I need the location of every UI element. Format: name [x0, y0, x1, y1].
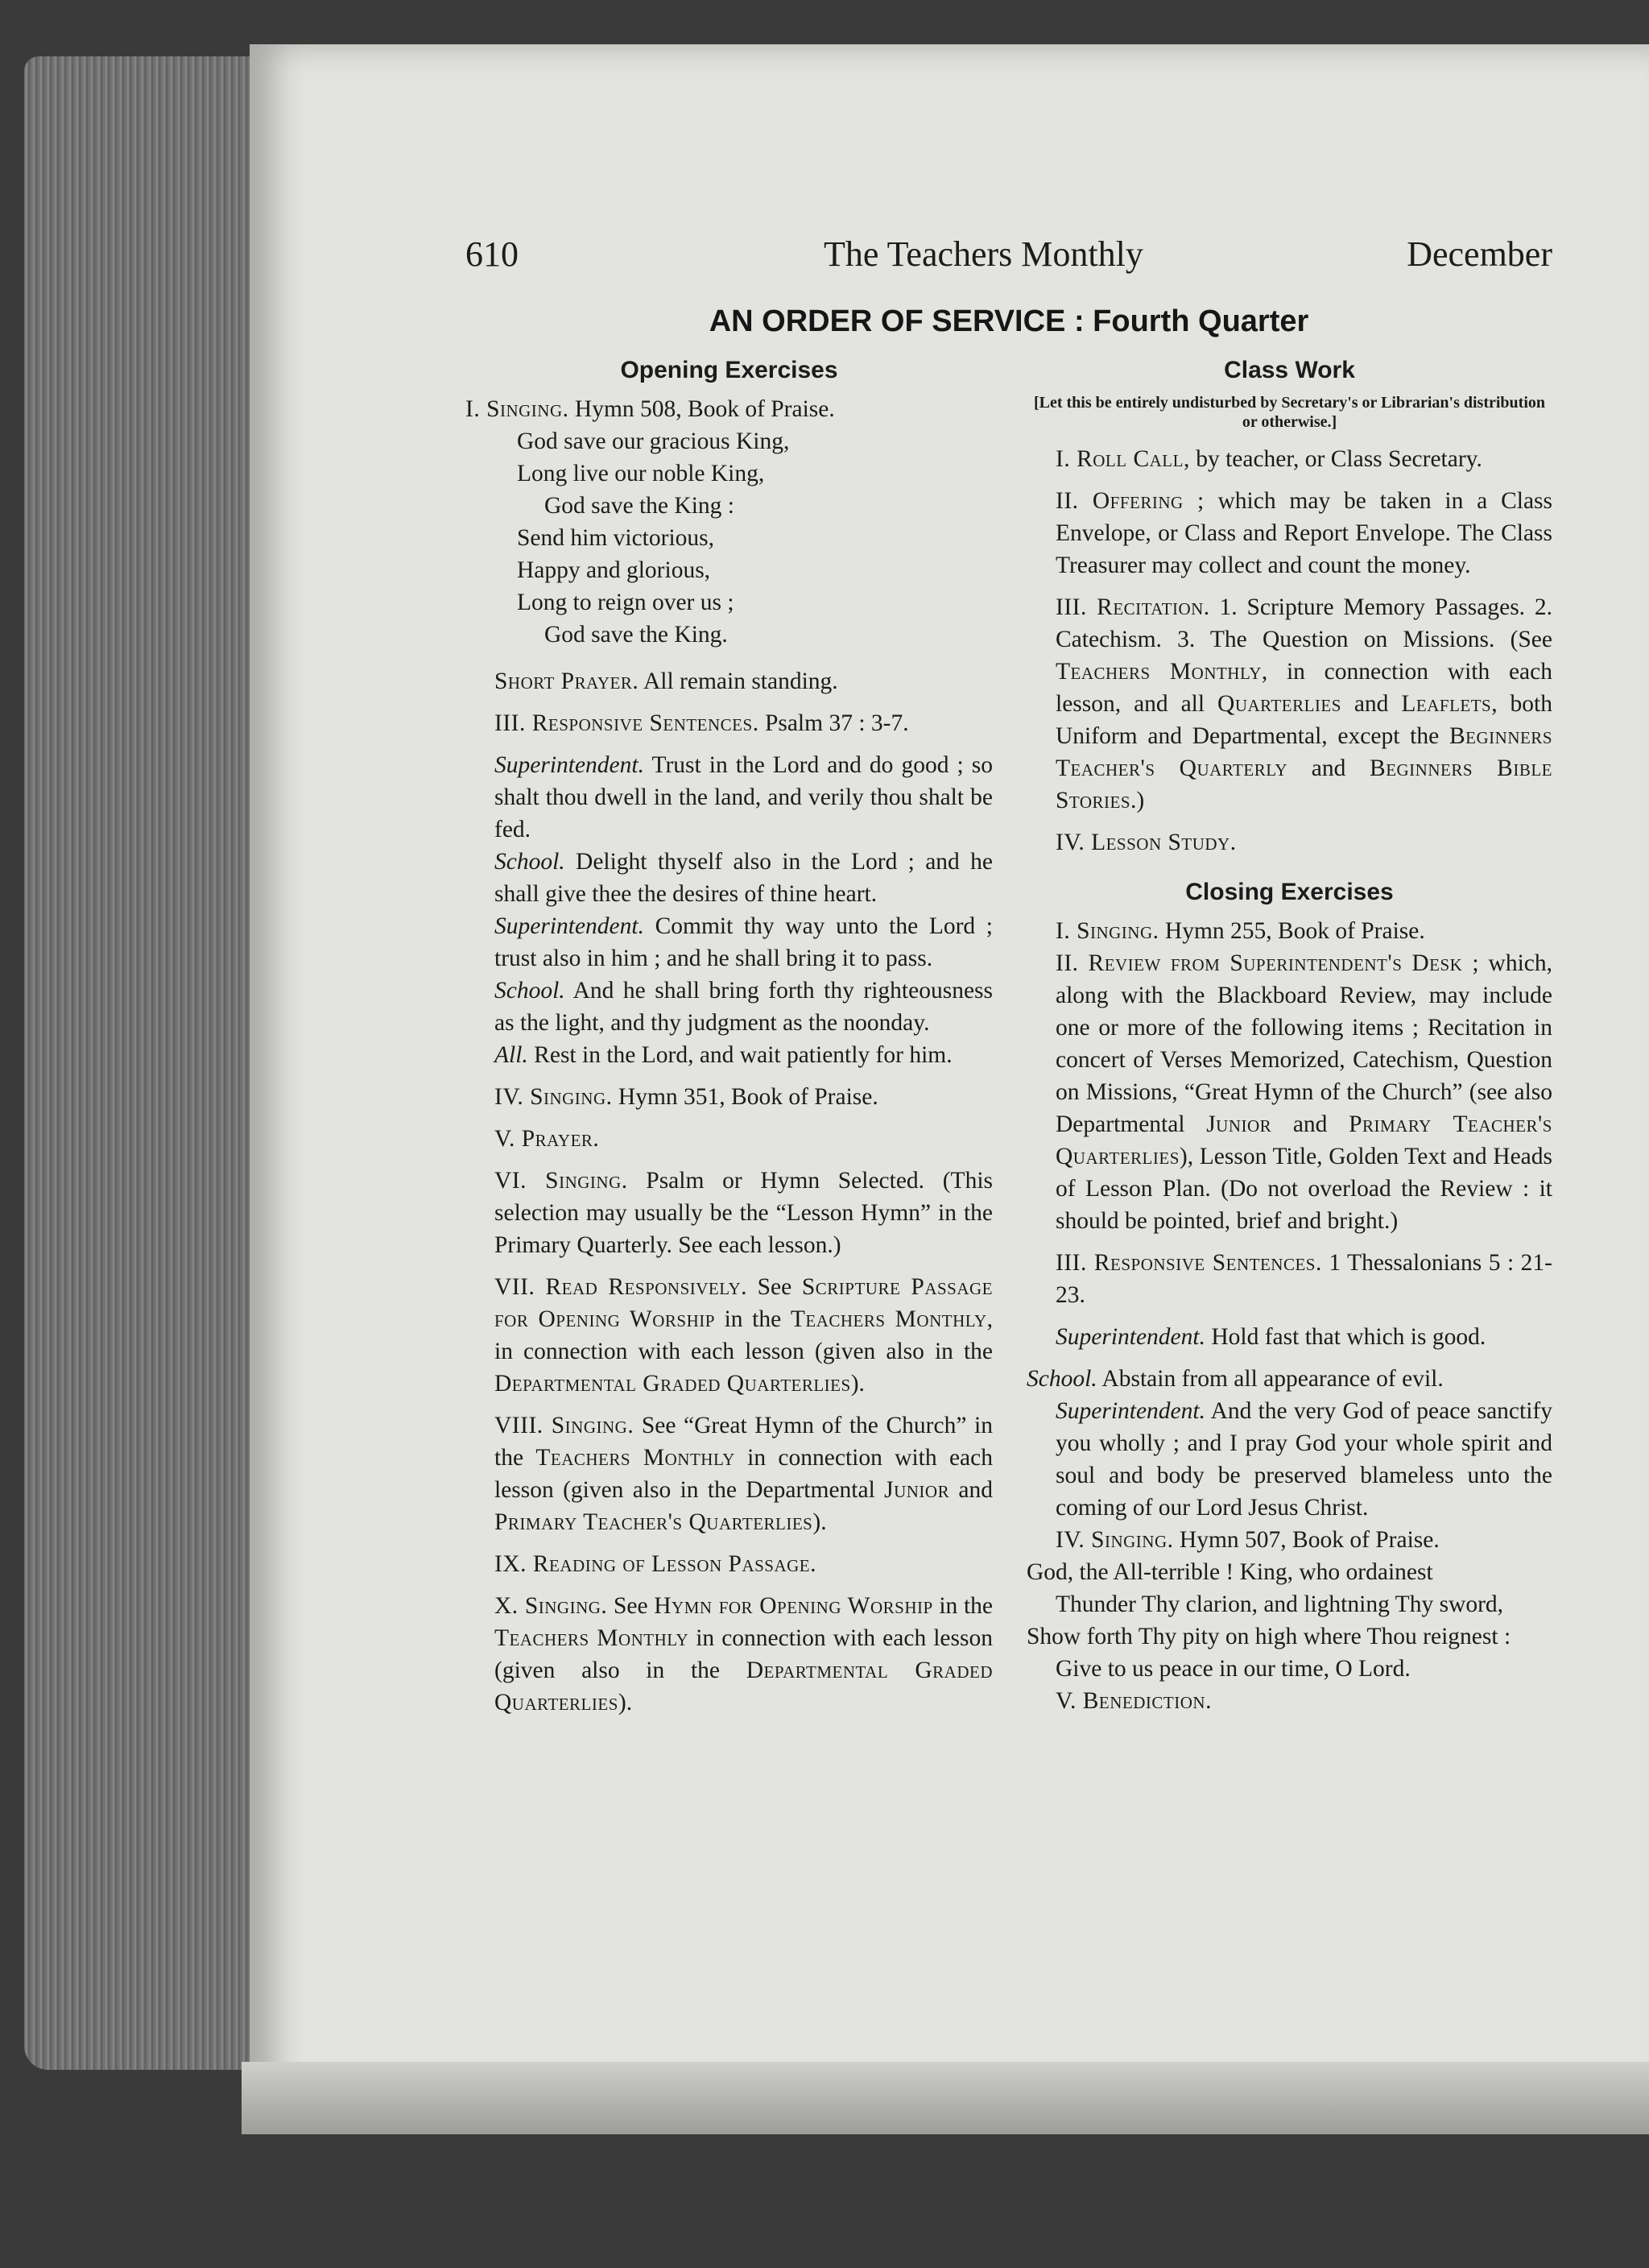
- class-item-1: I. Roll Call, by teacher, or Class Secretary.: [1056, 446, 1482, 472]
- hymn-line: God save our gracious King,: [517, 428, 790, 454]
- responsive-sentence: School. Abstain from all appearance of evil.: [1027, 1366, 1444, 1392]
- opening-item-2: Short Prayer. All remain standing.: [494, 668, 838, 694]
- class-item-4: IV. Lesson Study.: [1056, 830, 1237, 855]
- closing-item-5: V. Benediction.: [1056, 1688, 1212, 1714]
- responsive-sentence: Superintendent. Commit thy way unto the Lord ; trust also in him ; and he shall bring it to pass.: [494, 913, 993, 971]
- hymn-line: Thunder Thy clarion, and lightning Thy sword,: [1056, 1591, 1504, 1617]
- responsive-sentence: Superintendent. Hold fast that which is good.: [1056, 1324, 1486, 1350]
- opening-item-10: X. Singing. See Hymn for Opening Worship in the Teachers Monthly in connection with each lesson (given also in the Departmental Graded Quarterlies).: [494, 1593, 994, 1715]
- opening-item-3: III. Responsive Sentences. Psalm 37 : 3-7.: [494, 710, 909, 736]
- page-bottom-fold: [242, 2062, 1649, 2134]
- publication-title: The Teachers Monthly: [824, 234, 1143, 274]
- article-title: AN ORDER OF SERVICE : Fourth Quarter: [709, 304, 1309, 338]
- hymn-line: Long to reign over us ;: [517, 590, 734, 615]
- issue-month: December: [1407, 234, 1552, 274]
- opening-item-7: VII. Read Responsively. See Scripture Passage for Opening Worship in the Teachers Monthly, in connection with each lesson (given also in the Departmental Graded Quarterlies).: [494, 1274, 994, 1397]
- hymn-line: God, the All-terrible ! King, who ordainest: [1027, 1559, 1433, 1585]
- right-column: [1027, 354, 1552, 1727]
- page-number: 610: [465, 234, 519, 274]
- hymn-line: Send him victorious,: [517, 525, 715, 551]
- opening-item-1: I. Singing. Hymn 508, Book of Praise.: [465, 396, 835, 422]
- responsive-sentence: School. And he shall bring forth thy righteousness as the light, and thy judgment as the noonday.: [494, 978, 993, 1036]
- opening-item-9: IX. Reading of Lesson Passage.: [494, 1551, 817, 1577]
- closing-item-2: II. Review from Superintendent's Desk ; which, along with the Blackboard Review, may include one or more of the following items ; Recitation in concert of Verses Memorized, Catechism, Question on Missions, “Great Hymn of the Church” (see also Departmental Junior and Primary Teacher's Quarterlies), Lesson Title, Golden Text and Heads of Lesson Plan. (Do not overload the Review : it should be pointed, brief and bright.): [1056, 950, 1553, 1234]
- opening-exercises-heading: Opening Exercises: [620, 357, 838, 383]
- closing-item-4: IV. Singing. Hymn 507, Book of Praise.: [1056, 1527, 1440, 1553]
- opening-hymn-verse: [465, 425, 993, 651]
- class-work-heading: Class Work: [1224, 357, 1355, 383]
- closing-hymn-verse: [1027, 1556, 1552, 1685]
- responsive-sentence: Superintendent. And the very God of peace sanctify you wholly ; and I pray God your whole spirit and soul and body be preserved blameless unto the coming of our Lord Jesus Christ.: [1056, 1398, 1552, 1521]
- opening-item-4: IV. Singing. Hymn 351, Book of Praise.: [494, 1084, 878, 1110]
- closing-item-3: III. Responsive Sentences. 1 Thessalonians 5 : 21-23.: [1056, 1250, 1552, 1308]
- running-head: [465, 234, 1552, 282]
- opening-item-6: VI. Singing. Psalm or Hymn Selected. (This selection may usually be the “Lesson Hymn” in the Primary Quarterly. See each lesson.): [494, 1168, 993, 1258]
- hymn-line: Give to us peace in our time, O Lord.: [1056, 1656, 1411, 1682]
- responsive-sentence: All. Rest in the Lord, and wait patiently for him.: [494, 1042, 953, 1068]
- hymn-line: God save the King :: [544, 493, 734, 519]
- opening-item-8: VIII. Singing. See “Great Hymn of the Church” in the Teachers Monthly in connection with each lesson (given also in the Departmental Junior and Primary Teacher's Quarterlies).: [494, 1413, 994, 1535]
- book-page-edges: [24, 56, 258, 2070]
- closing-item-1: I. Singing. Hymn 255, Book of Praise.: [1056, 918, 1425, 944]
- hymn-line: Long live our noble King,: [517, 461, 765, 486]
- hymn-line: Happy and glorious,: [517, 557, 711, 583]
- responsive-sentence: School. Delight thyself also in the Lord ; and he shall give thee the desires of thine heart.: [494, 849, 993, 907]
- hymn-line: Show forth Thy pity on high where Thou reignest :: [1027, 1624, 1511, 1649]
- responsive-sentence: Superintendent. Trust in the Lord and do good ; so shalt thou dwell in the land, and verily thou shalt be fed.: [494, 752, 993, 842]
- class-item-3: III. Recitation. 1. Scripture Memory Passages. 2. Catechism. 3. The Question on Missions. (See Teachers Monthly, in connection with each lesson, and all Quarterlies and Leaflets, both Uniform and Departmental, except the Beginners Teacher's Quarterly and Beginners Bible Stories.): [1056, 594, 1553, 813]
- left-column: [465, 354, 993, 1728]
- class-item-2: II. Offering ; which may be taken in a Class Envelope, or Class and Report Envelope. The Class Treasurer may collect and count the money.: [1056, 488, 1552, 578]
- hymn-line: God save the King.: [544, 622, 728, 648]
- closing-exercises-heading: Closing Exercises: [1185, 879, 1394, 905]
- class-work-note: [Let this be entirely undisturbed by Secretary's or Librarian's distribution or otherwise.]: [1033, 394, 1546, 431]
- opening-item-5: V. Prayer.: [494, 1126, 600, 1152]
